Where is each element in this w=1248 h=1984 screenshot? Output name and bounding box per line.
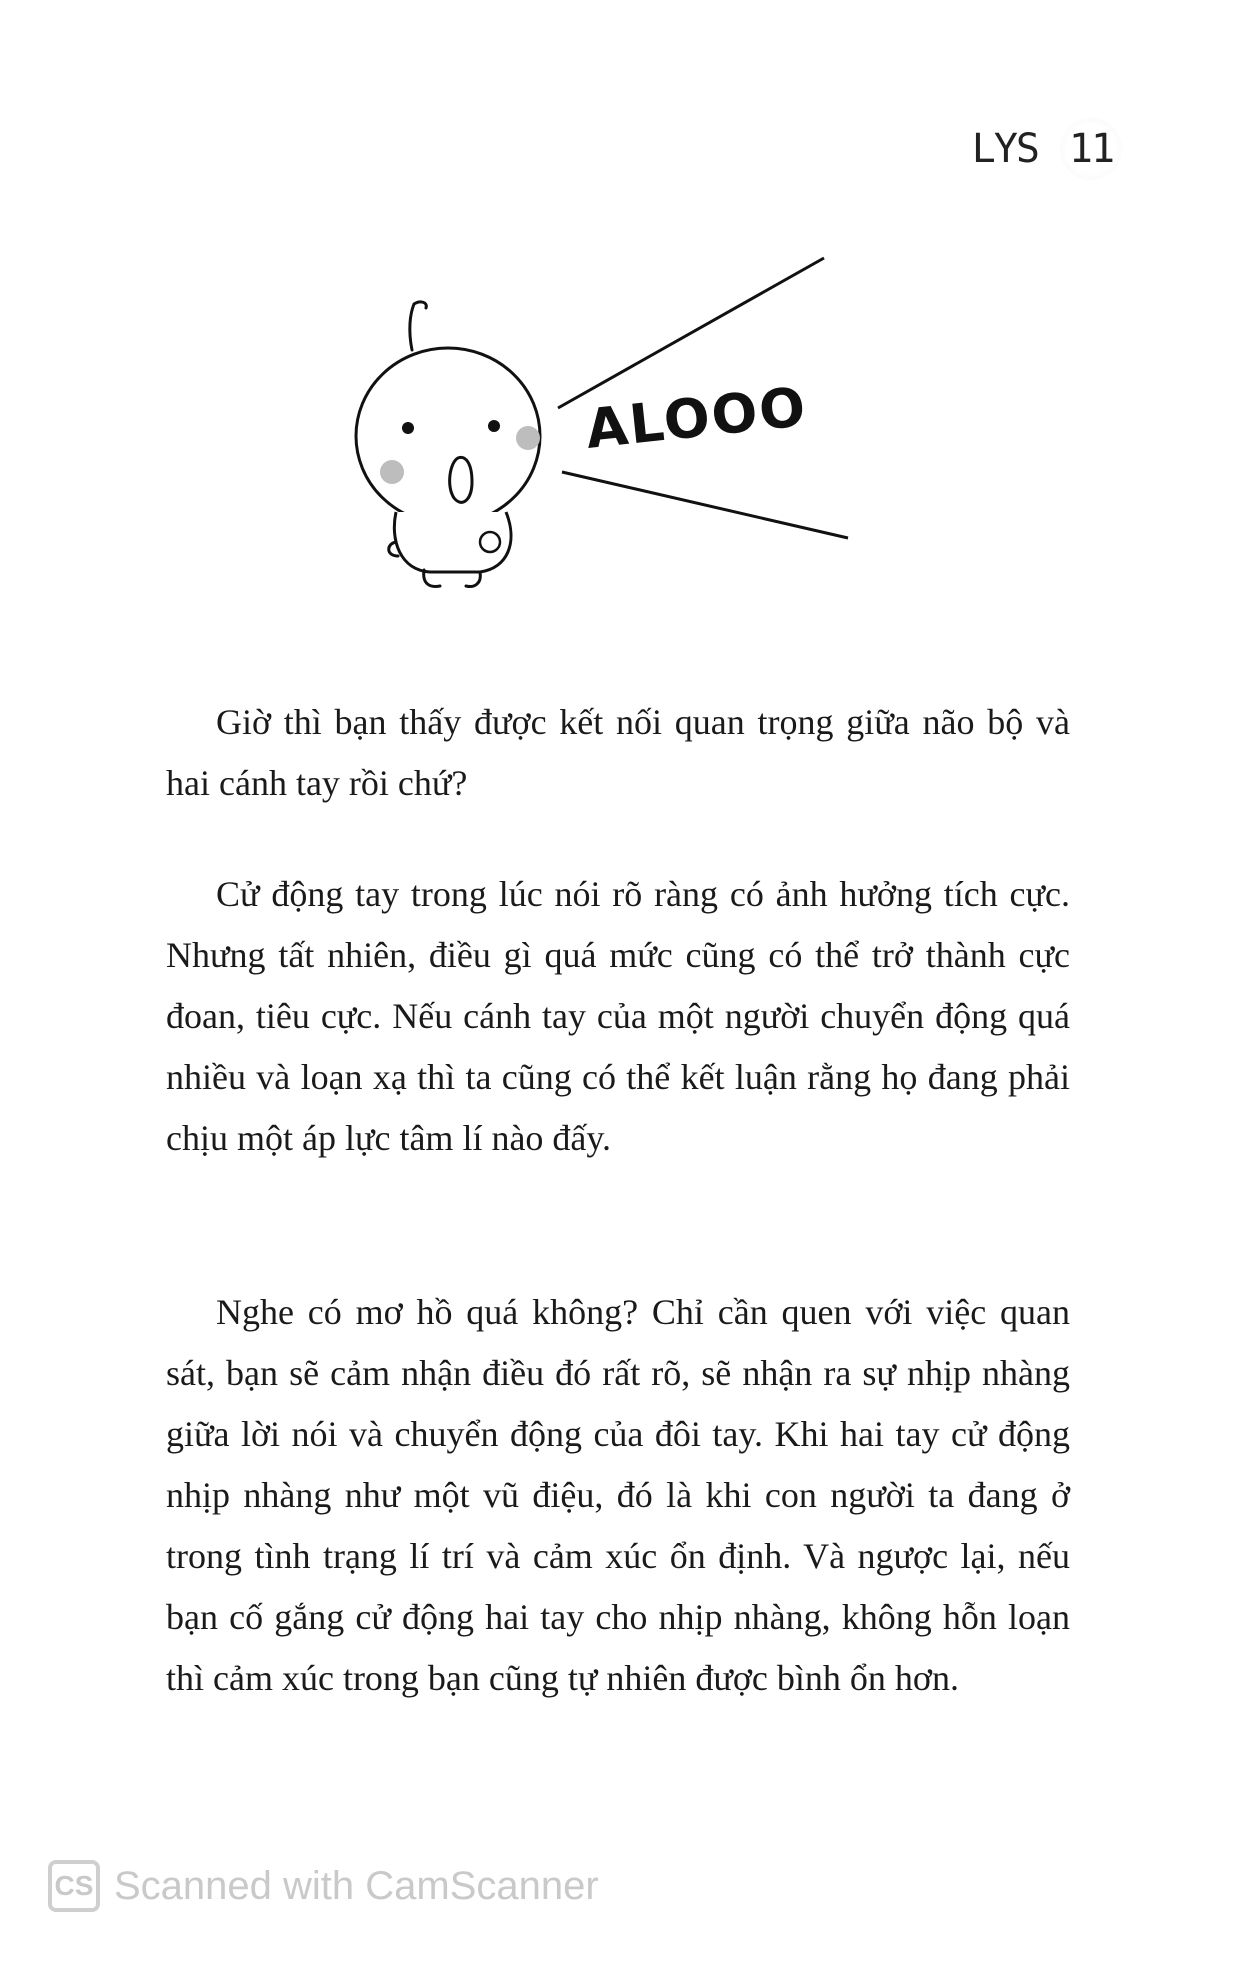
left-blush — [380, 460, 404, 484]
sprout-icon — [410, 302, 426, 350]
right-eye — [488, 420, 500, 432]
character-head — [356, 348, 540, 524]
character-body — [394, 512, 511, 572]
page-number: 11 — [1060, 118, 1122, 180]
camscanner-logo-icon: CS — [48, 1860, 100, 1912]
paragraph-text: Nghe có mơ hồ quá không? Chỉ cần quen với việc quan sát, bạn sẽ cảm nhận điều đó rất rõ, sẽ nhận ra sự nhịp nhàng giữa lời nói và chuyển động của đôi tay. Khi hai tay cử động nhịp nhàng như một vũ điệu, đó là khi con người ta đang ở trong tình trạng lí trí và cảm xúc ổn định. Và ngược lại, nếu bạn cố gắng cử động hai tay cho nhịp nhàng, không hỗn loạn thì cảm xúc trong bạn cũng tự nhiên được bình ổn hơn. — [166, 1292, 1070, 1698]
left-eye — [402, 422, 414, 434]
scanner-watermark — [48, 1860, 599, 1912]
right-blush — [516, 426, 540, 450]
paragraph-text: Giờ thì bạn thấy được kết nối quan trọng giữa não bộ và hai cánh tay rồi chứ? — [166, 702, 1070, 803]
speech-ray-lower — [562, 472, 848, 538]
watermark-text: Scanned with CamScanner — [114, 1863, 599, 1908]
running-title: LYS — [971, 126, 1038, 172]
paragraph-1 — [166, 692, 1070, 814]
paragraph-text: Cử động tay trong lúc nói rõ ràng có ảnh hưởng tích cực. Nhưng tất nhiên, điều gì quá mức cũng có thể trở thành cực đoan, tiêu cực. Nếu cánh tay của một người chuyển động quá nhiều và loạn xạ thì ta cũng có thể kết luận rằng họ đang phải chịu một áp lực tâm lí nào đấy. — [166, 874, 1070, 1158]
paragraph-2 — [166, 864, 1070, 1169]
page-header — [972, 118, 1122, 180]
open-mouth — [450, 457, 472, 502]
paragraph-3 — [166, 1282, 1070, 1709]
shouting-character-illustration — [330, 250, 870, 630]
speech-text: ALOOO — [582, 375, 811, 461]
